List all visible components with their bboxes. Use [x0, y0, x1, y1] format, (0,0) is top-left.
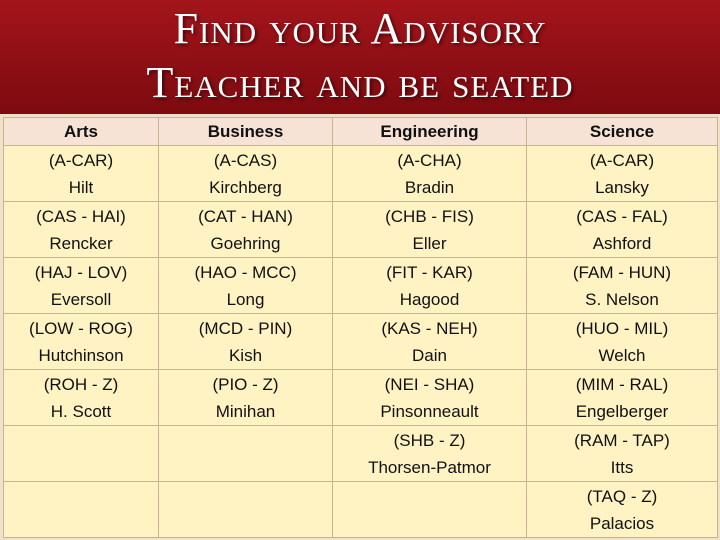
table-row — [4, 202, 718, 258]
cell-range: (A-CHA) — [397, 150, 462, 170]
advisory-table — [3, 117, 718, 538]
title-line-2: Teacher and be seated — [146, 58, 574, 107]
cell-range: (HAO - MCC) — [194, 262, 297, 282]
cell-teacher: Pinsonneault — [380, 401, 479, 421]
cell-teacher: Ashford — [592, 233, 652, 253]
cell-range: (LOW - ROG) — [29, 318, 133, 338]
table-cell — [4, 202, 159, 258]
title-banner — [0, 0, 720, 114]
table-cell — [333, 258, 527, 314]
cell-teacher: Kish — [228, 345, 263, 365]
cell-range: (CAS - FAL) — [576, 206, 668, 226]
cell-range: (MIM - RAL) — [575, 374, 669, 394]
cell-teacher: Kirchberg — [209, 177, 282, 197]
cell-range: (MCD - PIN) — [198, 318, 293, 338]
cell-teacher: Eller — [412, 233, 447, 253]
table-cell — [159, 258, 333, 314]
page-title — [0, 2, 720, 110]
table-cell — [527, 314, 718, 370]
cell-teacher: Thorsen-Patmor — [368, 457, 491, 477]
cell-teacher: Engelberger — [575, 401, 669, 421]
table-cell — [4, 426, 159, 482]
cell-teacher: Dain — [412, 345, 447, 365]
cell-teacher: S. Nelson — [585, 289, 659, 309]
cell-teacher: Lansky — [595, 177, 649, 197]
header-business: Business — [159, 118, 333, 146]
cell-range: (ROH - Z) — [43, 374, 119, 394]
table-row — [4, 146, 718, 202]
cell-teacher: Hilt — [68, 177, 94, 197]
table-cell — [159, 426, 333, 482]
cell-range: (CHB - FIS) — [385, 206, 474, 226]
cell-teacher: Rencker — [49, 233, 113, 253]
table-cell — [527, 370, 718, 426]
table-cell — [159, 314, 333, 370]
cell-range: (TAQ - Z) — [586, 486, 658, 506]
table-row — [4, 314, 718, 370]
cell-teacher: Itts — [610, 457, 634, 477]
cell-teacher: H. Scott — [50, 401, 112, 421]
table-cell — [4, 482, 159, 538]
cell-range: (FIT - KAR) — [386, 262, 473, 282]
table-cell — [159, 482, 333, 538]
table-row — [4, 426, 718, 482]
cell-range: (HAJ - LOV) — [34, 262, 128, 282]
table-row — [4, 370, 718, 426]
table-cell — [159, 202, 333, 258]
table-cell — [333, 146, 527, 202]
cell-teacher: Hagood — [399, 289, 460, 309]
cell-teacher: Minihan — [215, 401, 276, 421]
cell-teacher: Welch — [598, 345, 646, 365]
cell-teacher: Bradin — [404, 177, 455, 197]
cell-range: (RAM - TAP) — [574, 430, 670, 450]
table-cell — [333, 202, 527, 258]
table-cell — [159, 370, 333, 426]
header-arts: Arts — [4, 118, 159, 146]
table-cell — [527, 482, 718, 538]
table-cell — [4, 314, 159, 370]
table-row — [4, 482, 718, 538]
cell-range: (FAM - HUN) — [572, 262, 672, 282]
cell-teacher: Goehring — [210, 233, 281, 253]
cell-range: (CAS - HAI) — [36, 206, 126, 226]
cell-teacher: Long — [226, 289, 265, 309]
cell-range: (SHB - Z) — [393, 430, 466, 450]
cell-range: (HUO - MIL) — [575, 318, 669, 338]
cell-range: (A-CAS) — [213, 150, 278, 170]
table-cell — [159, 146, 333, 202]
table-header-row — [4, 118, 718, 146]
table-cell — [527, 258, 718, 314]
table-cell — [4, 258, 159, 314]
table-row — [4, 258, 718, 314]
header-science: Science — [527, 118, 718, 146]
title-line-1: Find your Advisory — [173, 4, 547, 53]
cell-range: (A-CAR) — [48, 150, 114, 170]
table-cell — [333, 426, 527, 482]
cell-range: (A-CAR) — [589, 150, 655, 170]
cell-teacher: Eversoll — [50, 289, 112, 309]
table-cell — [333, 370, 527, 426]
header-engineering: Engineering — [333, 118, 527, 146]
table-cell — [4, 146, 159, 202]
advisory-table-panel — [0, 114, 720, 540]
cell-range: (KAS - NEH) — [381, 318, 478, 338]
table-cell — [527, 146, 718, 202]
cell-range: (CAT - HAN) — [198, 206, 293, 226]
table-cell — [4, 370, 159, 426]
table-cell — [527, 426, 718, 482]
cell-teacher: Palacios — [589, 513, 655, 533]
table-cell — [333, 482, 527, 538]
cell-range: (PIO - Z) — [212, 374, 279, 394]
table-cell — [527, 202, 718, 258]
cell-teacher: Hutchinson — [38, 345, 124, 365]
table-cell — [333, 314, 527, 370]
cell-range: (NEI - SHA) — [384, 374, 475, 394]
